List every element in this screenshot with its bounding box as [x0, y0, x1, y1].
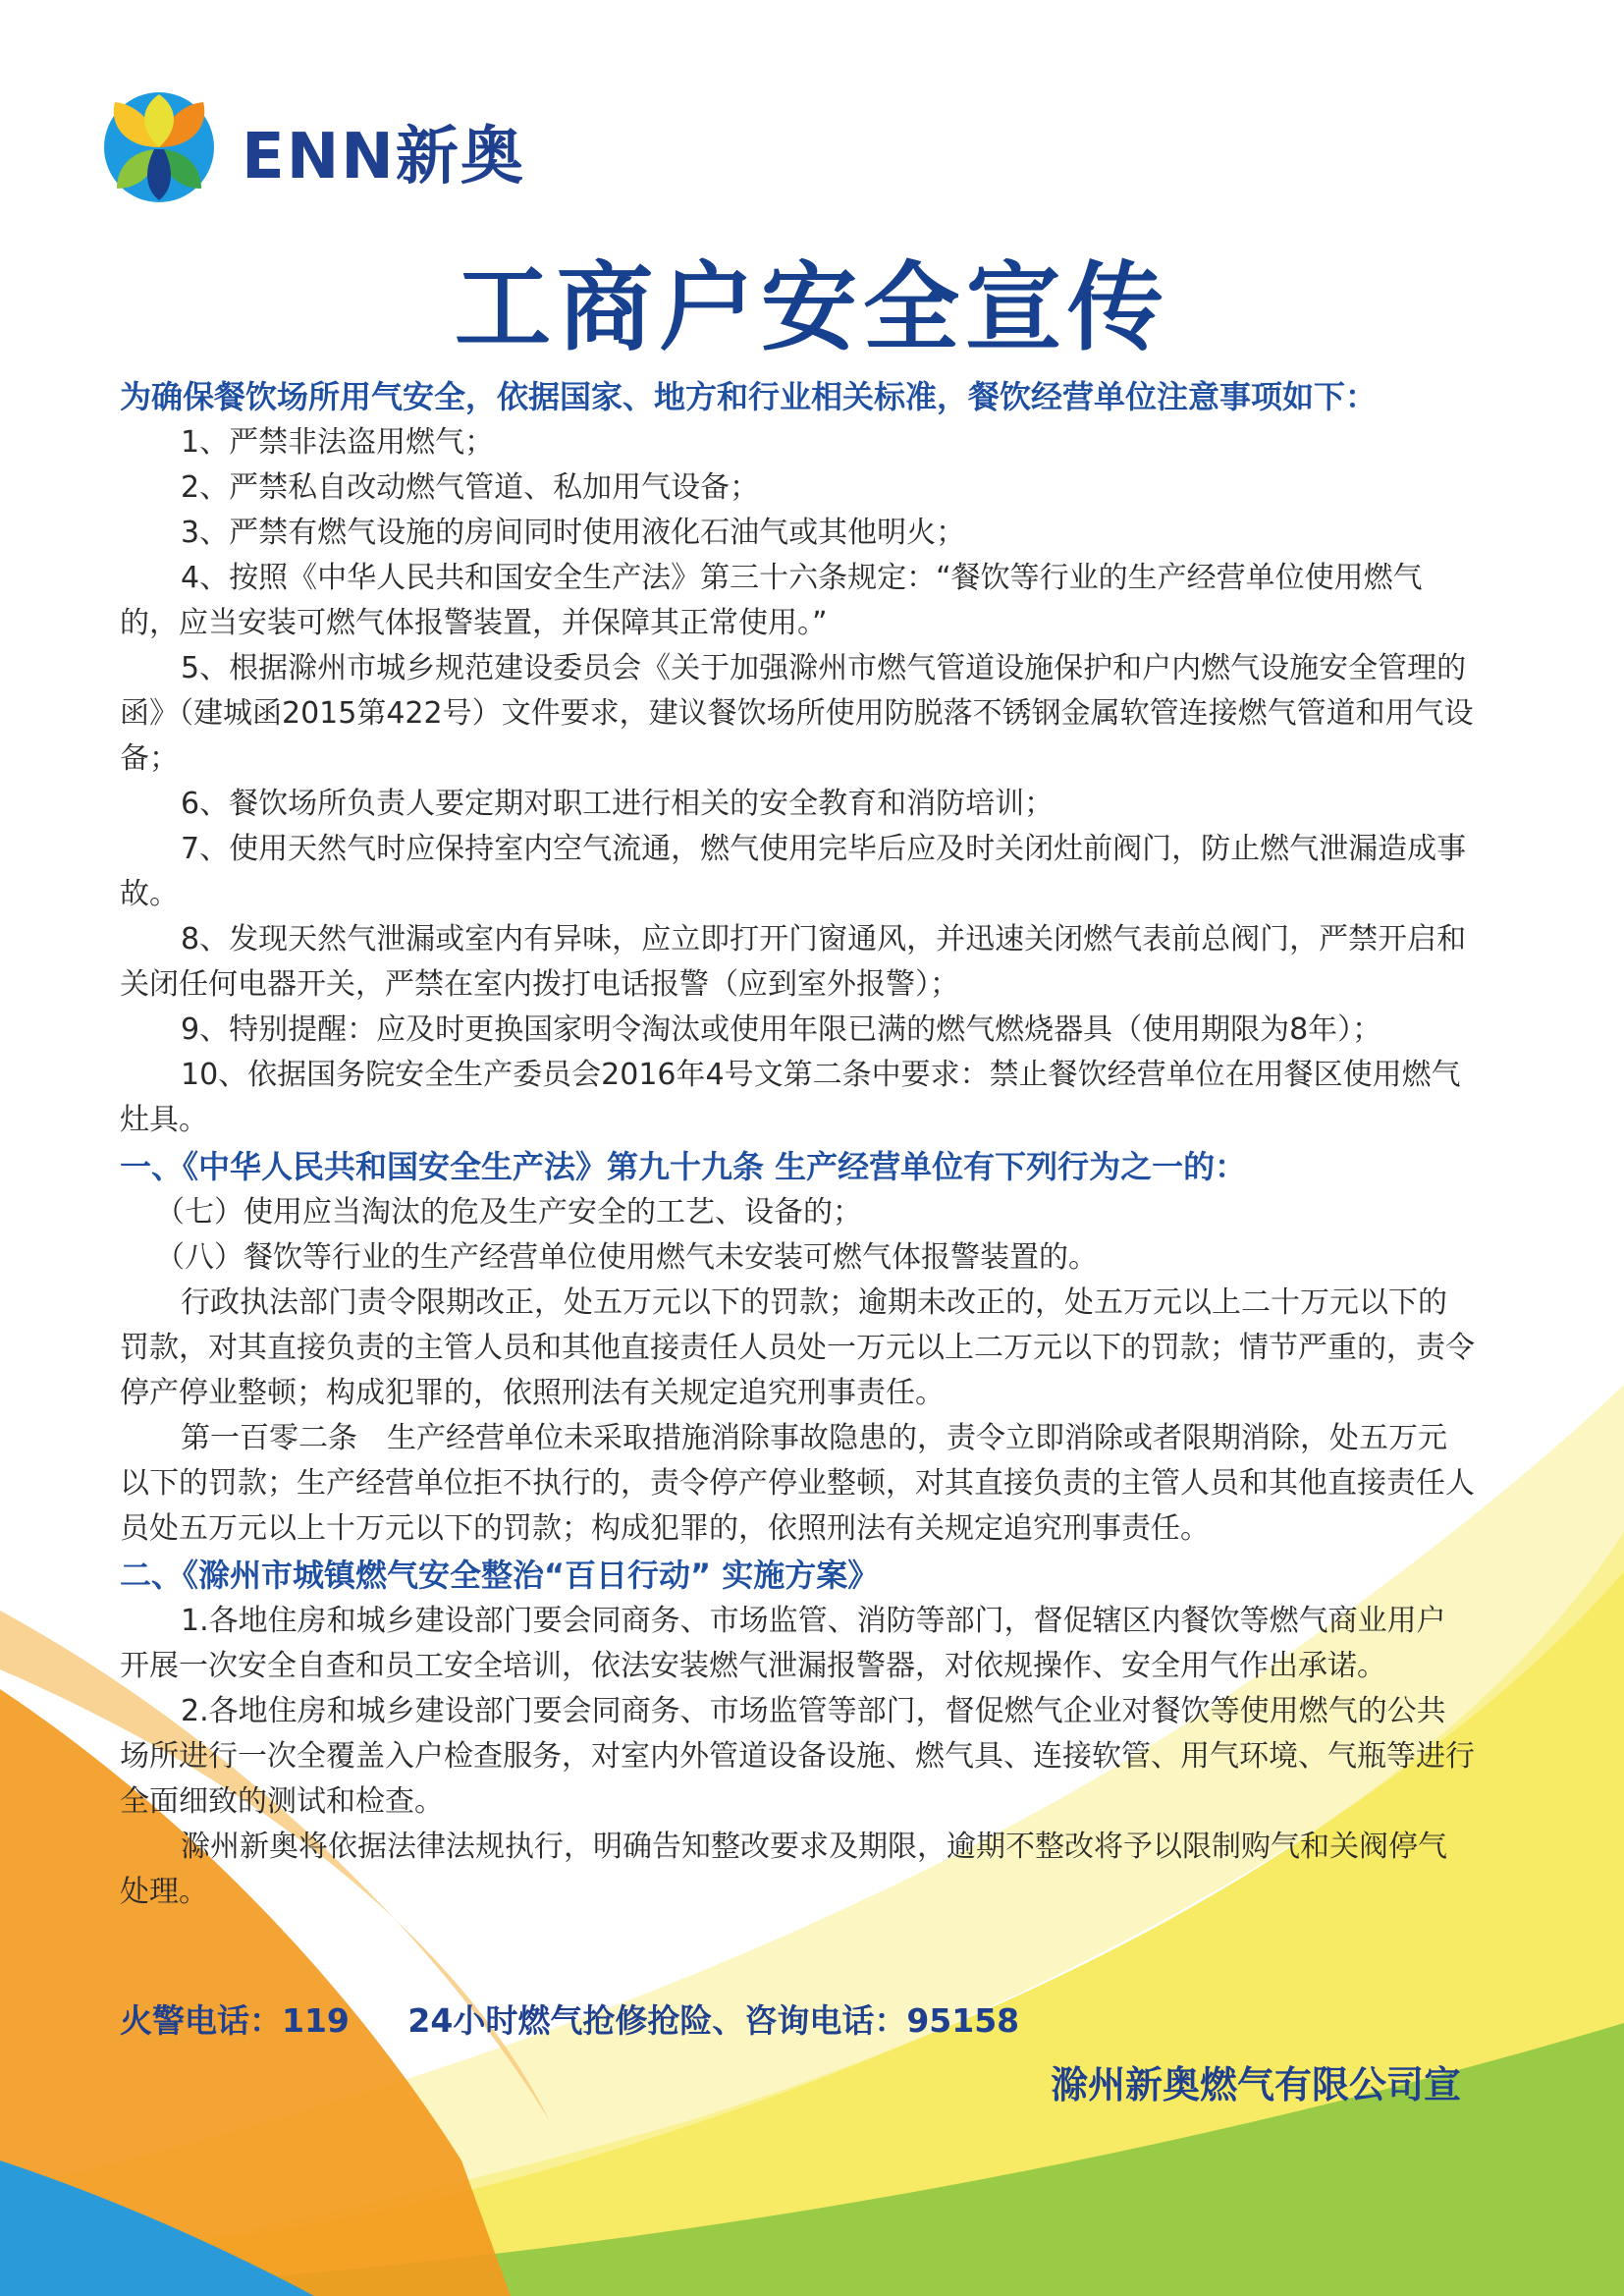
page-title: 工商户安全宣传: [454, 252, 1169, 364]
list-item: 3、严禁有燃气设施的房间同时使用液化石油气或其他明火；: [181, 516, 966, 550]
notice-body: [120, 373, 1475, 1915]
list-item: 7、使用天然气时应保持室内空气流通，燃气使用完毕后应及时关闭灶前阀门，防止燃气泄漏造成事故。: [120, 832, 1467, 911]
section-heading-1: 一、《中华人民共和国安全生产法》第九十九条 生产经营单位有下列行为之一的：: [120, 1148, 1247, 1185]
list-item: 9、特别提醒：应及时更换国家明令淘汰或使用年限已满的燃气燃烧器具（使用期限为8年）；: [181, 1012, 1382, 1047]
article-102-paragraph: 第一百零二条 生产经营单位未采取措施消除事故隐患的，责令立即消除或者限期消除，处五万元以下的罚款；生产经营单位拒不执行的，责令停产停业整顿，对其直接负责的主管人员和其他直接责任人员处五万元以上十万元以下的罚款；构成犯罪的，依照刑法有关规定追究刑事责任。: [120, 1421, 1475, 1546]
contact-phones: [120, 1995, 1066, 2042]
company-signoff: 滁州新奥燃气有限公司宣: [1050, 2063, 1461, 2106]
intro-text: 为确保餐饮场所用气安全，依据国家、地方和行业相关标准，餐饮经营单位注意事项如下：: [120, 378, 1378, 415]
section-point: （八）餐饮等行业的生产经营单位使用燃气未安装可燃气体报警装置的。: [155, 1240, 1098, 1275]
list-item: 5、根据滁州市城乡规范建设委员会《关于加强滁州市燃气管道设施保护和户内燃气设施安全管理的函》（建城函2015第422号）文件要求，建议餐饮场所使用防脱落不锈钢金属软管连接燃气管道和用气设备；: [120, 651, 1474, 776]
section-point: 1.各地住房和城乡建设部门要会同商务、市场监管、消防等部门，督促辖区内餐饮等燃气商业用户开展一次安全自查和员工安全培训，依法安装燃气泄漏报警器，对依规操作、安全用气作出承诺。: [120, 1604, 1446, 1683]
service-phone: 24小时燃气抢修抢险、咨询电话：95158: [407, 2001, 1020, 2040]
list-item: 1、严禁非法盗用燃气；: [181, 425, 495, 460]
section-point: （七）使用应当淘汰的危及生产安全的工艺、设备的；: [155, 1195, 862, 1230]
enn-logo-icon: [95, 90, 223, 203]
list-item: 10、依据国务院安全生产委员会2016年4号文第二条中要求：禁止餐饮经营单位在用餐区使用燃气灶具。: [120, 1058, 1461, 1137]
list-item: 6、餐饮场所负责人要定期对职工进行相关的安全教育和消防培训；: [181, 787, 1055, 821]
list-item: 4、按照《中华人民共和国安全生产法》第三十六条规定：“餐饮等行业的生产经营单位使用燃气的，应当安装可燃气体报警装置，并保障其正常使用。”: [120, 561, 1423, 640]
list-item: 2、严禁私自改动燃气管道、私加用气设备；: [181, 470, 760, 505]
section-point: 2.各地住房和城乡建设部门要会同商务、市场监管等部门，督促燃气企业对餐饮等使用燃气的公共场所进行一次全覆盖入户检查服务，对室内外管道设备设施、燃气具、连接软管、用气环境、气瓶等进行全面细致的测试和检查。: [120, 1694, 1475, 1819]
brand-name: ENN新奥: [242, 121, 525, 193]
section-heading-2: 二、《滁州市城镇燃气安全整治“百日行动” 实施方案》: [120, 1557, 880, 1594]
list-item: 8、发现天然气泄漏或室内有异味，应立即打开门窗通风，并迅速关闭燃气表前总阀门，严禁开启和关闭任何电器开关，严禁在室内拨打电话报警（应到室外报警）；: [120, 922, 1467, 1002]
closing-paragraph: 滁州新奥将依据法律法规执行，明确告知整改要求及期限，逾期不整改将予以限制购气和关阀停气处理。: [120, 1830, 1447, 1909]
fire-phone: 火警电话：119: [120, 2001, 350, 2040]
penalty-paragraph: 行政执法部门责令限期改正，处五万元以下的罚款；逾期未改正的，处五万元以上二十万元以下的罚款，对其直接负责的主管人员和其他直接责任人员处一万元以上二万元以下的罚款；情节严重的，责令停产停业整顿；构成犯罪的，依照刑法有关规定追究刑事责任。: [120, 1285, 1475, 1410]
